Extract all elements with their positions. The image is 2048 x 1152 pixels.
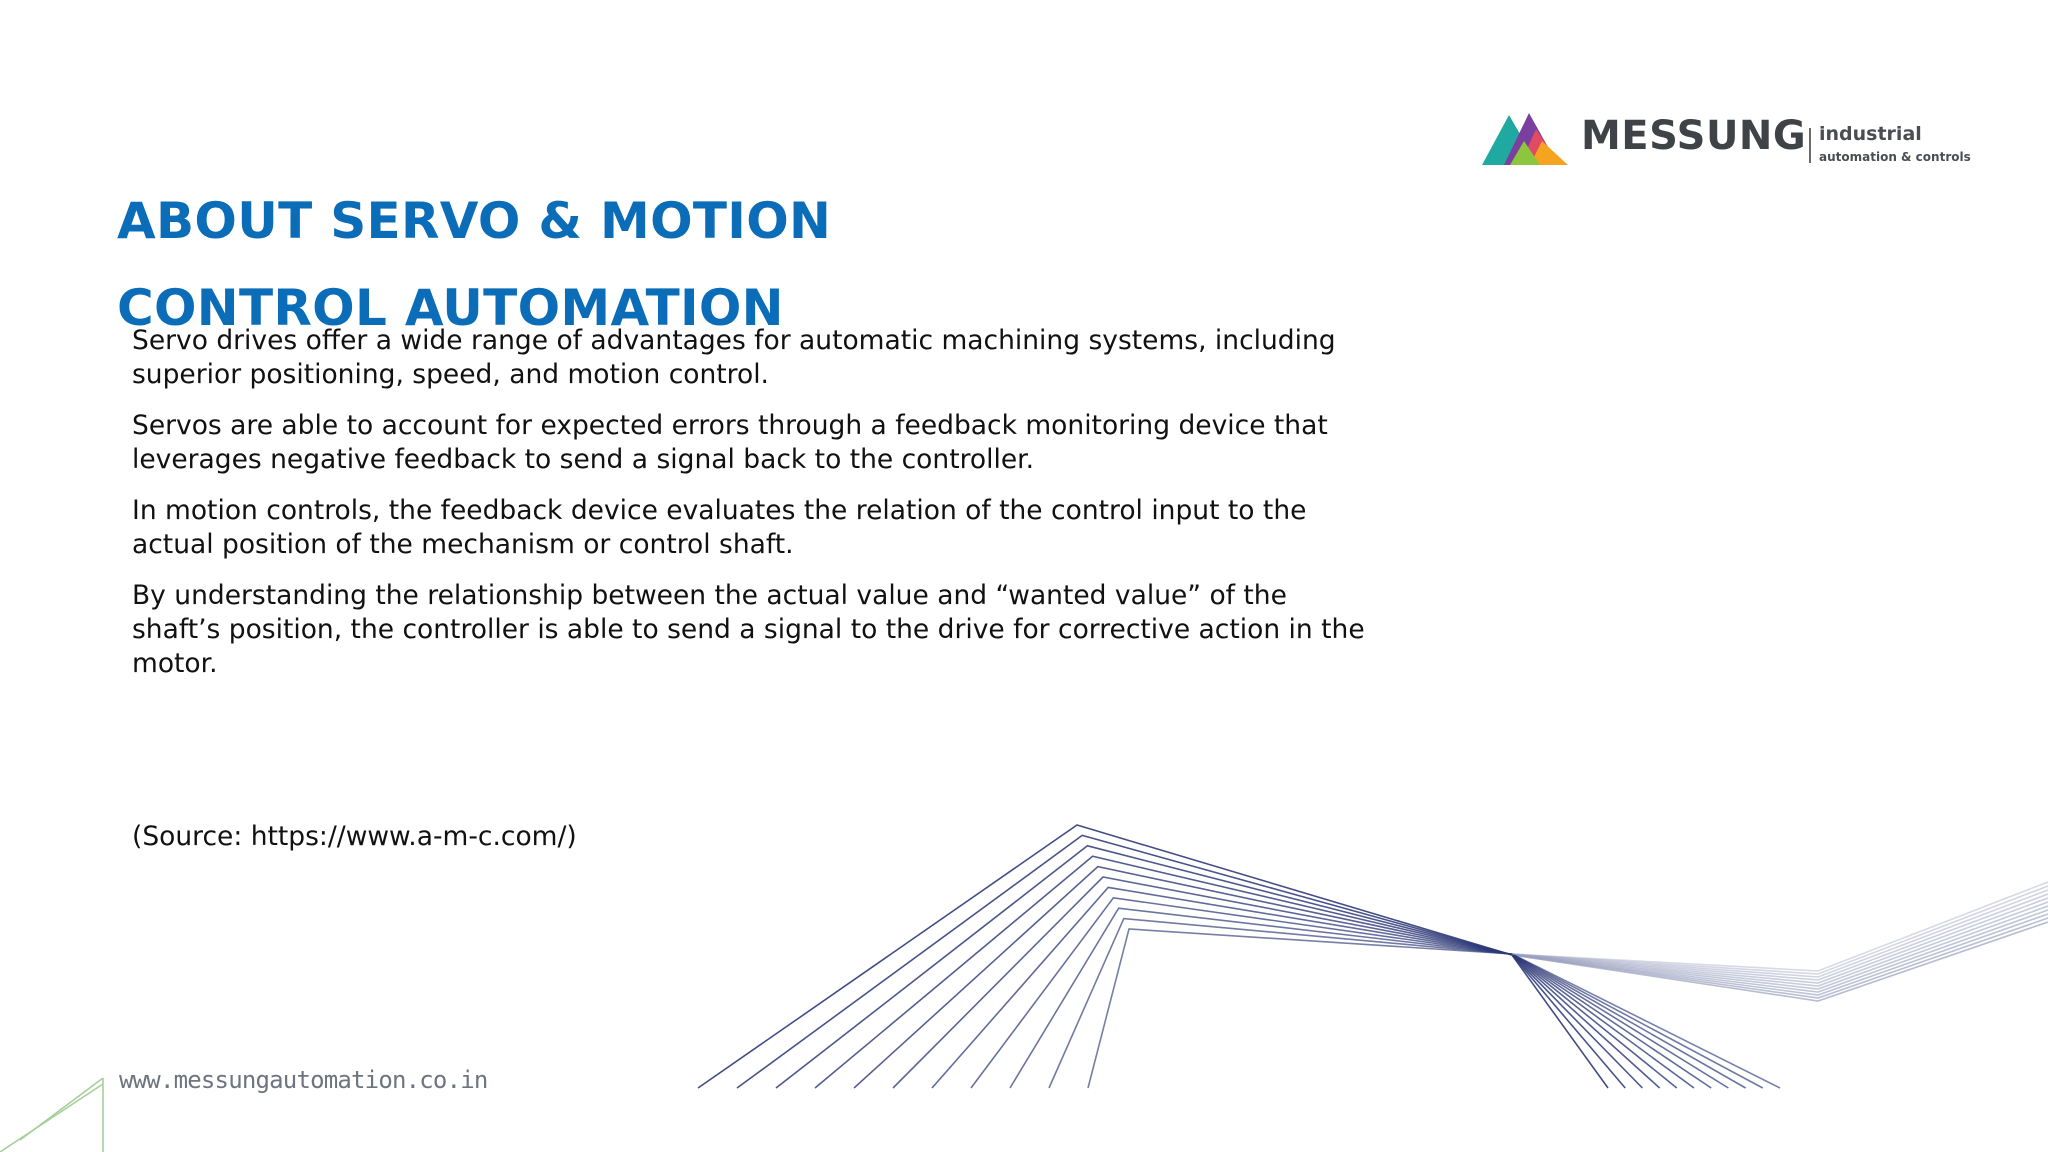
source-citation: (Source: https://www.a-m-c.com/) [132,821,577,852]
paragraph-3: In motion controls, the feedback device evaluates the relation of the control input to the actual position of the mechanism or control shaft. [132,495,1307,560]
line-art-stroke [737,835,1625,1088]
slide-title-line-2: CONTROL AUTOMATION [117,279,784,337]
paragraph-4: By understanding the relationship between the actual value and “wanted value” of the shaft’s position, the controller is able to send a signal to the drive for corrective action in the motor. [132,580,1365,679]
line-art-stroke [932,887,1711,1088]
brand-tagline-2: automation & controls [1819,150,1971,164]
brand-divider [1809,128,1811,163]
website-url: www.messungautomation.co.in [119,1066,488,1094]
line-art-tail [1512,882,2048,971]
line-art-stroke [698,825,1608,1088]
brand-name: MESSUNG [1581,113,1807,159]
line-art-tail [1512,898,2048,983]
slide-title-line-1: ABOUT SERVO & MOTION [117,192,832,250]
line-art-stroke [1049,919,1763,1088]
corner-accent [0,1078,103,1152]
paragraph-1: Servo drives offer a wide range of advantages for automatic machining systems, including superior positioning, speed, and motion control. [132,325,1336,390]
logo-triangles-icon [1480,107,1572,165]
brand-tagline-1: industrial [1819,123,1922,145]
line-art-stroke [776,846,1642,1088]
slide-body [132,324,1372,698]
line-art-fan [698,825,2048,1088]
company-logo [1480,103,1990,173]
paragraph-2: Servos are able to account for expected errors through a feedback monitoring device that leverages negative feedback to send a signal back to the controller. [132,410,1328,475]
